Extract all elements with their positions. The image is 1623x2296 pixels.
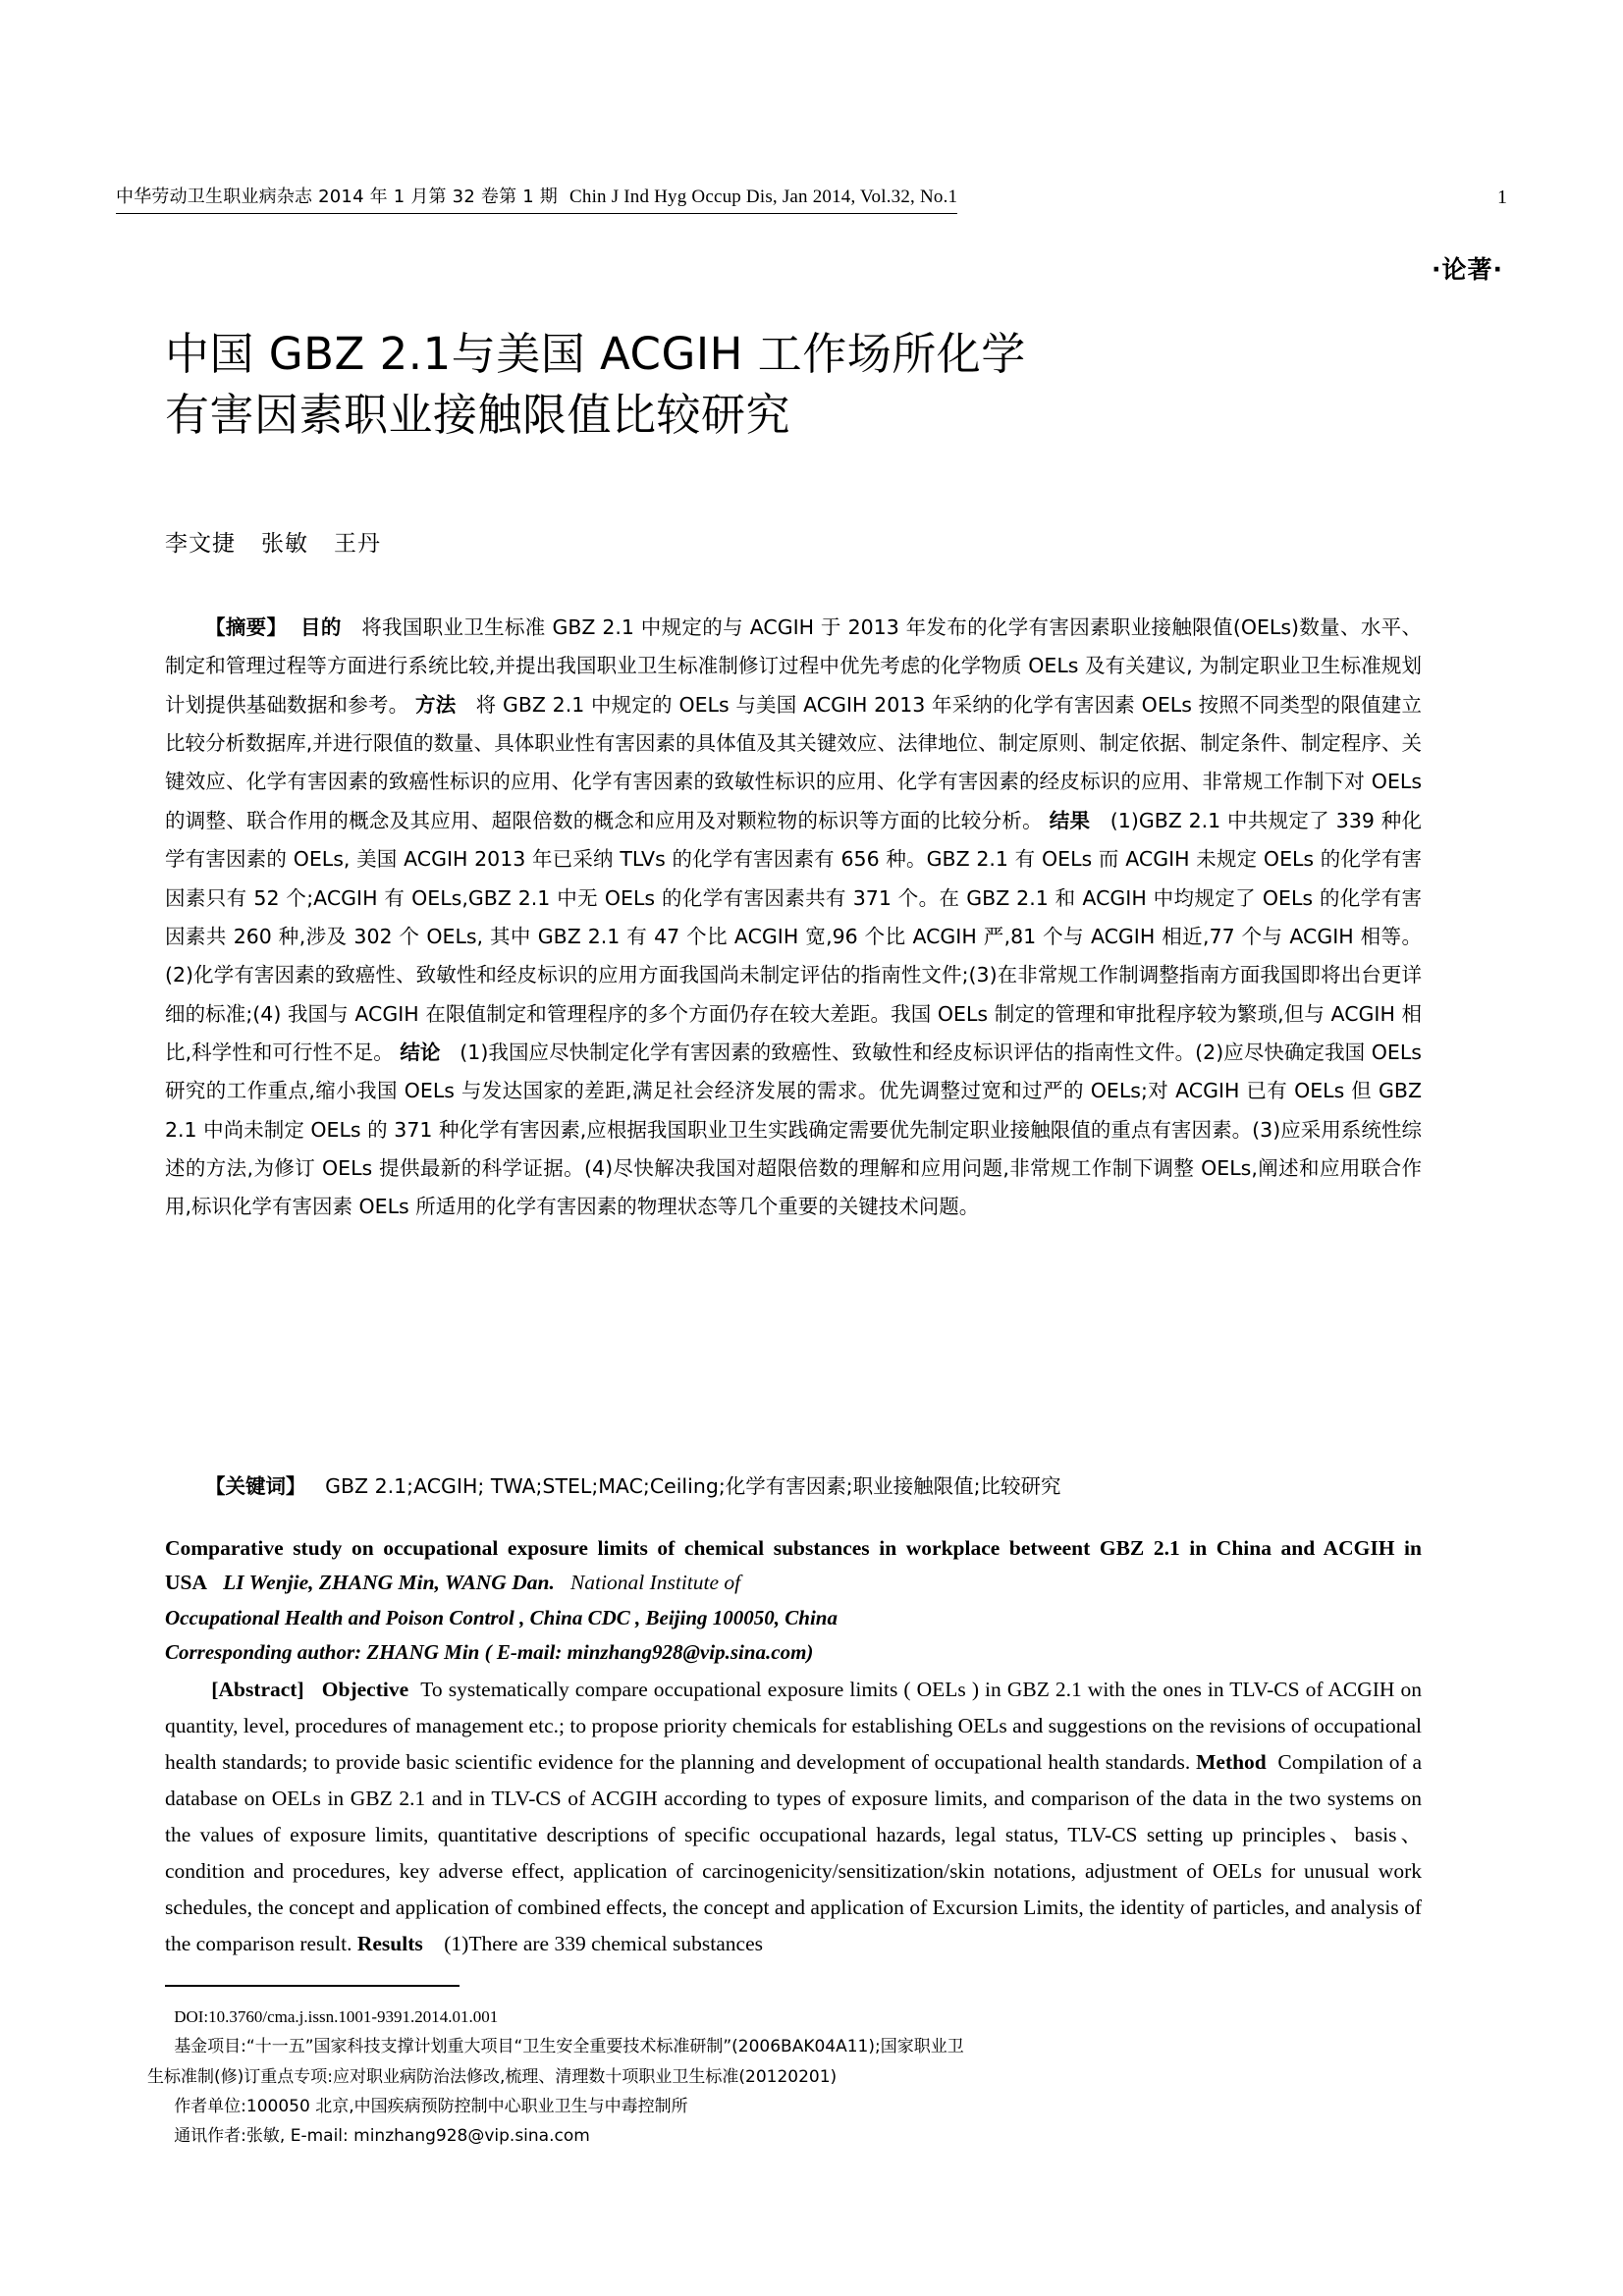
english-abstract bbox=[165, 1672, 1422, 1962]
running-header-journal bbox=[116, 183, 957, 214]
chinese-keywords bbox=[165, 1468, 1422, 1506]
results-label: 结果 bbox=[1049, 808, 1091, 832]
conclusion-label: 结论 bbox=[400, 1040, 441, 1064]
corresponding-author-en: Corresponding author: ZHANG Min ( E-mail: minzhang928@vip.sina.com) bbox=[165, 1640, 814, 1665]
chinese-abstract bbox=[165, 609, 1422, 1227]
footnote-affiliation: 作者单位:100050 北京,中国疾病预防控制中心职业卫生与中毒控制所 bbox=[174, 2096, 688, 2116]
author-list bbox=[165, 525, 406, 558]
method-label: 方法 bbox=[415, 692, 457, 717]
objective-label: 目的 bbox=[300, 615, 342, 639]
page-number: 1 bbox=[1497, 187, 1507, 208]
running-header-journal-en: Chin J Ind Hyg Occup Dis, Jan 2014, Vol.32, No.1 bbox=[569, 187, 958, 207]
english-method-text: Compilation of a database on OELs in GBZ 2.1 and in TLV-CS of ACGIH according to types of exposure limits, and comparison of the data in the two systems on the values of exposure limits, quantitative descriptions of specific occupational hazards, legal status, TLV-CS setting up principles、basis、condition and procedures, key adverse effect, application of carcinogenicity/sensitization/skin notations, adjustment of OELs for unusual work schedules, the concept and application of combined effects, the concept and application of Excursion Limits, the identity of particles, and analysis of the comparison result. bbox=[165, 1749, 1423, 1955]
footnote-fund-line-2: 生标准制(修)订重点专项:应对职业病防治法修改,梳理、清理数十项职业卫生标准(20120201) bbox=[147, 2066, 838, 2087]
footnote-block bbox=[147, 2002, 1424, 2151]
category-mark: ·论著· bbox=[1432, 255, 1503, 284]
running-header bbox=[116, 183, 1515, 214]
english-title: Comparative study on occupational exposure limits of chemical substances in workplace betweent GBZ 2.1 in China and ACGIH in USA bbox=[165, 1536, 1422, 1595]
footnote-divider bbox=[165, 1985, 460, 1987]
running-header-journal-cn: 中华劳动卫生职业病杂志 2014 年 1 月第 32 卷第 1 期 bbox=[116, 187, 558, 207]
footnote-doi: DOI:10.3760/cma.j.issn.1001-9391.2014.01.001 bbox=[174, 2007, 499, 2026]
author-name: 王丹 bbox=[334, 531, 381, 557]
page-title bbox=[165, 324, 1441, 446]
title-line-2: 有害因素职业接触限值比较研究 bbox=[165, 389, 791, 442]
english-abstract-label: [Abstract] bbox=[211, 1678, 304, 1701]
footnote-fund-line-1: 基金项目:“十一五”国家科技支撑计划重大项目“卫生安全重要技术标准研制”(2006BAK04A11);国家职业卫 bbox=[174, 2037, 964, 2057]
english-objective-label: Objective bbox=[321, 1678, 409, 1701]
english-author-list: LI Wenjie, ZHANG Min, WANG Dan. bbox=[223, 1571, 555, 1595]
english-affiliation-line-1: National Institute of bbox=[569, 1571, 741, 1595]
keywords-text: GBZ 2.1;ACGIH; TWA;STEL;MAC;Ceiling;化学有害因素;职业接触限值;比较研究 bbox=[325, 1474, 1061, 1498]
title-line-1: 中国 GBZ 2.1与美国 ACGIH 工作场所化学 bbox=[165, 328, 1026, 380]
author-name: 张敏 bbox=[261, 531, 308, 557]
conclusion-text: (1)我国应尽快制定化学有害因素的致癌性、致敏性和经皮标识评估的指南性文件。(2)应尽快确定我国 OELs 研究的工作重点,缩小我国 OELs 与发达国家的差距,满足社会经济发展的需求。优先调整过宽和过严的 OELs;对 ACGIH 已有 OELs 但 GBZ 2.1 中尚未制定 OELs 的 371 种化学有害因素,应根据我国职业卫生实践确定需要优先制定职业接触限值的重点有害因素。(3)应采用系统性综述的方法,为修订 OELs 提供最新的科学证据。(4)尽快解决我国对超限倍数的理解和应用问题,非常规工作制下调整 OELs,阐述和应用联合作用,标识化学有害因素 OELs 所适用的化学有害因素的物理状态等几个重要的关键技术问题。 bbox=[165, 1040, 1422, 1219]
footnote-corresponding-author: 通讯作者:张敏, E-mail: minzhang928@vip.sina.com bbox=[174, 2126, 590, 2146]
english-results-text: (1)There are 339 chemical substances bbox=[444, 1931, 763, 1955]
english-results-label: Results bbox=[356, 1931, 423, 1955]
english-method-label: Method bbox=[1196, 1749, 1267, 1774]
keywords-label: 【关键词】 bbox=[205, 1474, 306, 1498]
results-text: (1)GBZ 2.1 中共规定了 339 种化学有害因素的 OELs, 美国 ACGIH 2013 年已采纳 TLVs 的化学有害因素有 656 种。GBZ 2.1 有 OELs 而 ACGIH 未规定 OELs 的化学有害因素只有 52 个;ACGIH 有 OELs,GBZ 2.1 中无 OELs 的化学有害因素共有 371 个。在 GBZ 2.1 和 ACGIH 中均规定了 OELs 的化学有害因素共 260 种,涉及 302 个 OELs, 其中 GBZ 2.1 有 47 个比 ACGIH 宽,96 个比 ACGIH 严,81 个与 ACGIH 相近,77 个与 ACGIH 相等。(2)化学有害因素的致癌性、致敏性和经皮标识的应用方面我国尚未制定评估的指南性文件;(3)在非常规工作制调整指南方面我国即将出台更详细的标准;(4) 我国与 ACGIH 在限值制定和管理程序的多个方面仍存在较大差距。我国 OELs 制定的管理和审批程序较为繁琐,但与 ACGIH 相比,科学性和可行性不足。 bbox=[165, 808, 1423, 1064]
author-name: 李文捷 bbox=[165, 531, 236, 557]
method-text: 将 GBZ 2.1 中规定的 OELs 与美国 ACGIH 2013 年采纳的化学有害因素 OELs 按照不同类型的限值建立比较分析数据库,并进行限值的数量、具体职业性有害因素的具体值及其关键效应、法律地位、制定原则、制定依据、制定条件、制定程序、关键效应、化学有害因素的致癌性标识的应用、化学有害因素的致敏性标识的应用、化学有害因素的经皮标识的应用、非常规工作制下对 OELs 的调整、联合作用的概念及其应用、超限倍数的概念和应用及对颗粒物的标识等方面的比较分析。 bbox=[165, 692, 1422, 832]
english-affiliation-line-2: Occupational Health and Poison Control , China CDC , Beijing 100050, China bbox=[165, 1605, 838, 1629]
english-objective-text: To systematically compare occupational exposure limits ( OELs ) in GBZ 2.1 with the ones in TLV-CS of ACGIH on quantity, level, procedures of management etc.; to propose priority chemicals for establishing OELs and suggestions on the revisions of occupational health standards; to provide basic scientific evidence for the planning and development of occupational health standards. bbox=[165, 1678, 1423, 1774]
objective-text: 将我国职业卫生标准 GBZ 2.1 中规定的与 ACGIH 于 2013 年发布的化学有害因素职业接触限值(OELs)数量、水平、制定和管理过程等方面进行系统比较,并提出我国职业卫生标准制修订过程中优先考虑的化学物质 OELs 及有关建议, 为制定职业卫生标准规划计划提供基础数据和参考。 bbox=[165, 615, 1422, 717]
english-title-block bbox=[165, 1531, 1422, 1670]
abstract-label: 【摘要】 bbox=[205, 615, 288, 639]
